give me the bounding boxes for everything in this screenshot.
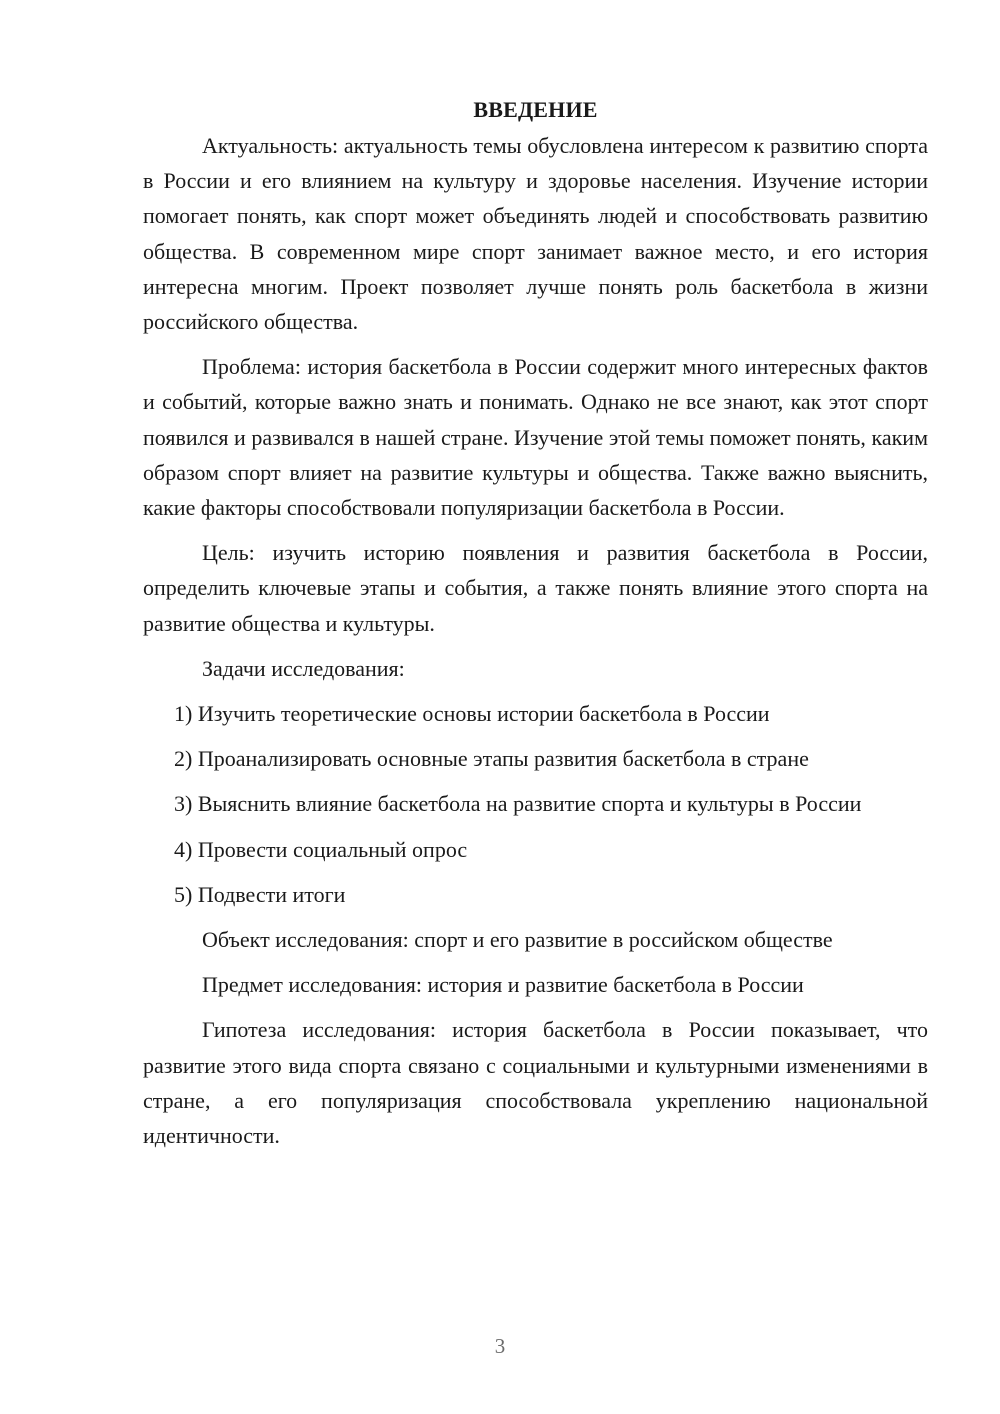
relevance-paragraph: Актуальность: актуальность темы обусловлена интересом к развитию спорта в России и его влиянием на культуру и здоровье населения. Изучение истории помогает понять, как спорт может объединять людей и способствовать развитию общества. В современном мире спорт занимает важное место, и его история интересна многим. Проект позволяет лучше понять роль баскетбола в жизни российского общества.: [143, 133, 928, 335]
tasks-heading: Задачи исследования:: [202, 655, 405, 681]
task-item: 5) Подвести итоги: [174, 881, 346, 907]
section-heading: ВВЕДЕНИЕ: [473, 97, 598, 122]
research-subject: Предмет исследования: история и развитие баскетбола в России: [202, 972, 804, 998]
research-object: Объект исследования: спорт и его развитие в российском обществе: [202, 927, 833, 953]
goal-paragraph: Цель: изучить историю появления и развития баскетбола в России, определить ключевые этапы и события, а также понять влияние этого спорта на развитие общества и культуры.: [143, 540, 928, 636]
page-number: 3: [494, 1334, 506, 1358]
document-page: [143, 92, 928, 1163]
research-hypothesis: Гипотеза исследования: история баскетбола в России показывает, что развитие этого вида спорта связано с социальными и культурными изменениями в стране, а его популяризация способствовала укреплению национальной идентичности.: [143, 1017, 928, 1149]
task-item: 1) Изучить теоретические основы истории баскетбола в России: [174, 701, 770, 727]
task-item: 4) Провести социальный опрос: [174, 836, 468, 862]
task-item: 2) Проанализировать основные этапы развития баскетбола в стране: [174, 746, 809, 772]
problem-paragraph: Проблема: история баскетбола в России содержит много интересных фактов и событий, которые важно знать и понимать. Однако не все знают, как этот спорт появился и развивался в нашей стране. Изучение этой темы поможет понять, каким образом спорт влияет на развитие культуры и общества. Также важно выяснить, какие факторы способствовали популяризации баскетбола в России.: [143, 354, 928, 521]
task-item: 3) Выяснить влияние баскетбола на развитие спорта и культуры в России: [174, 791, 862, 817]
